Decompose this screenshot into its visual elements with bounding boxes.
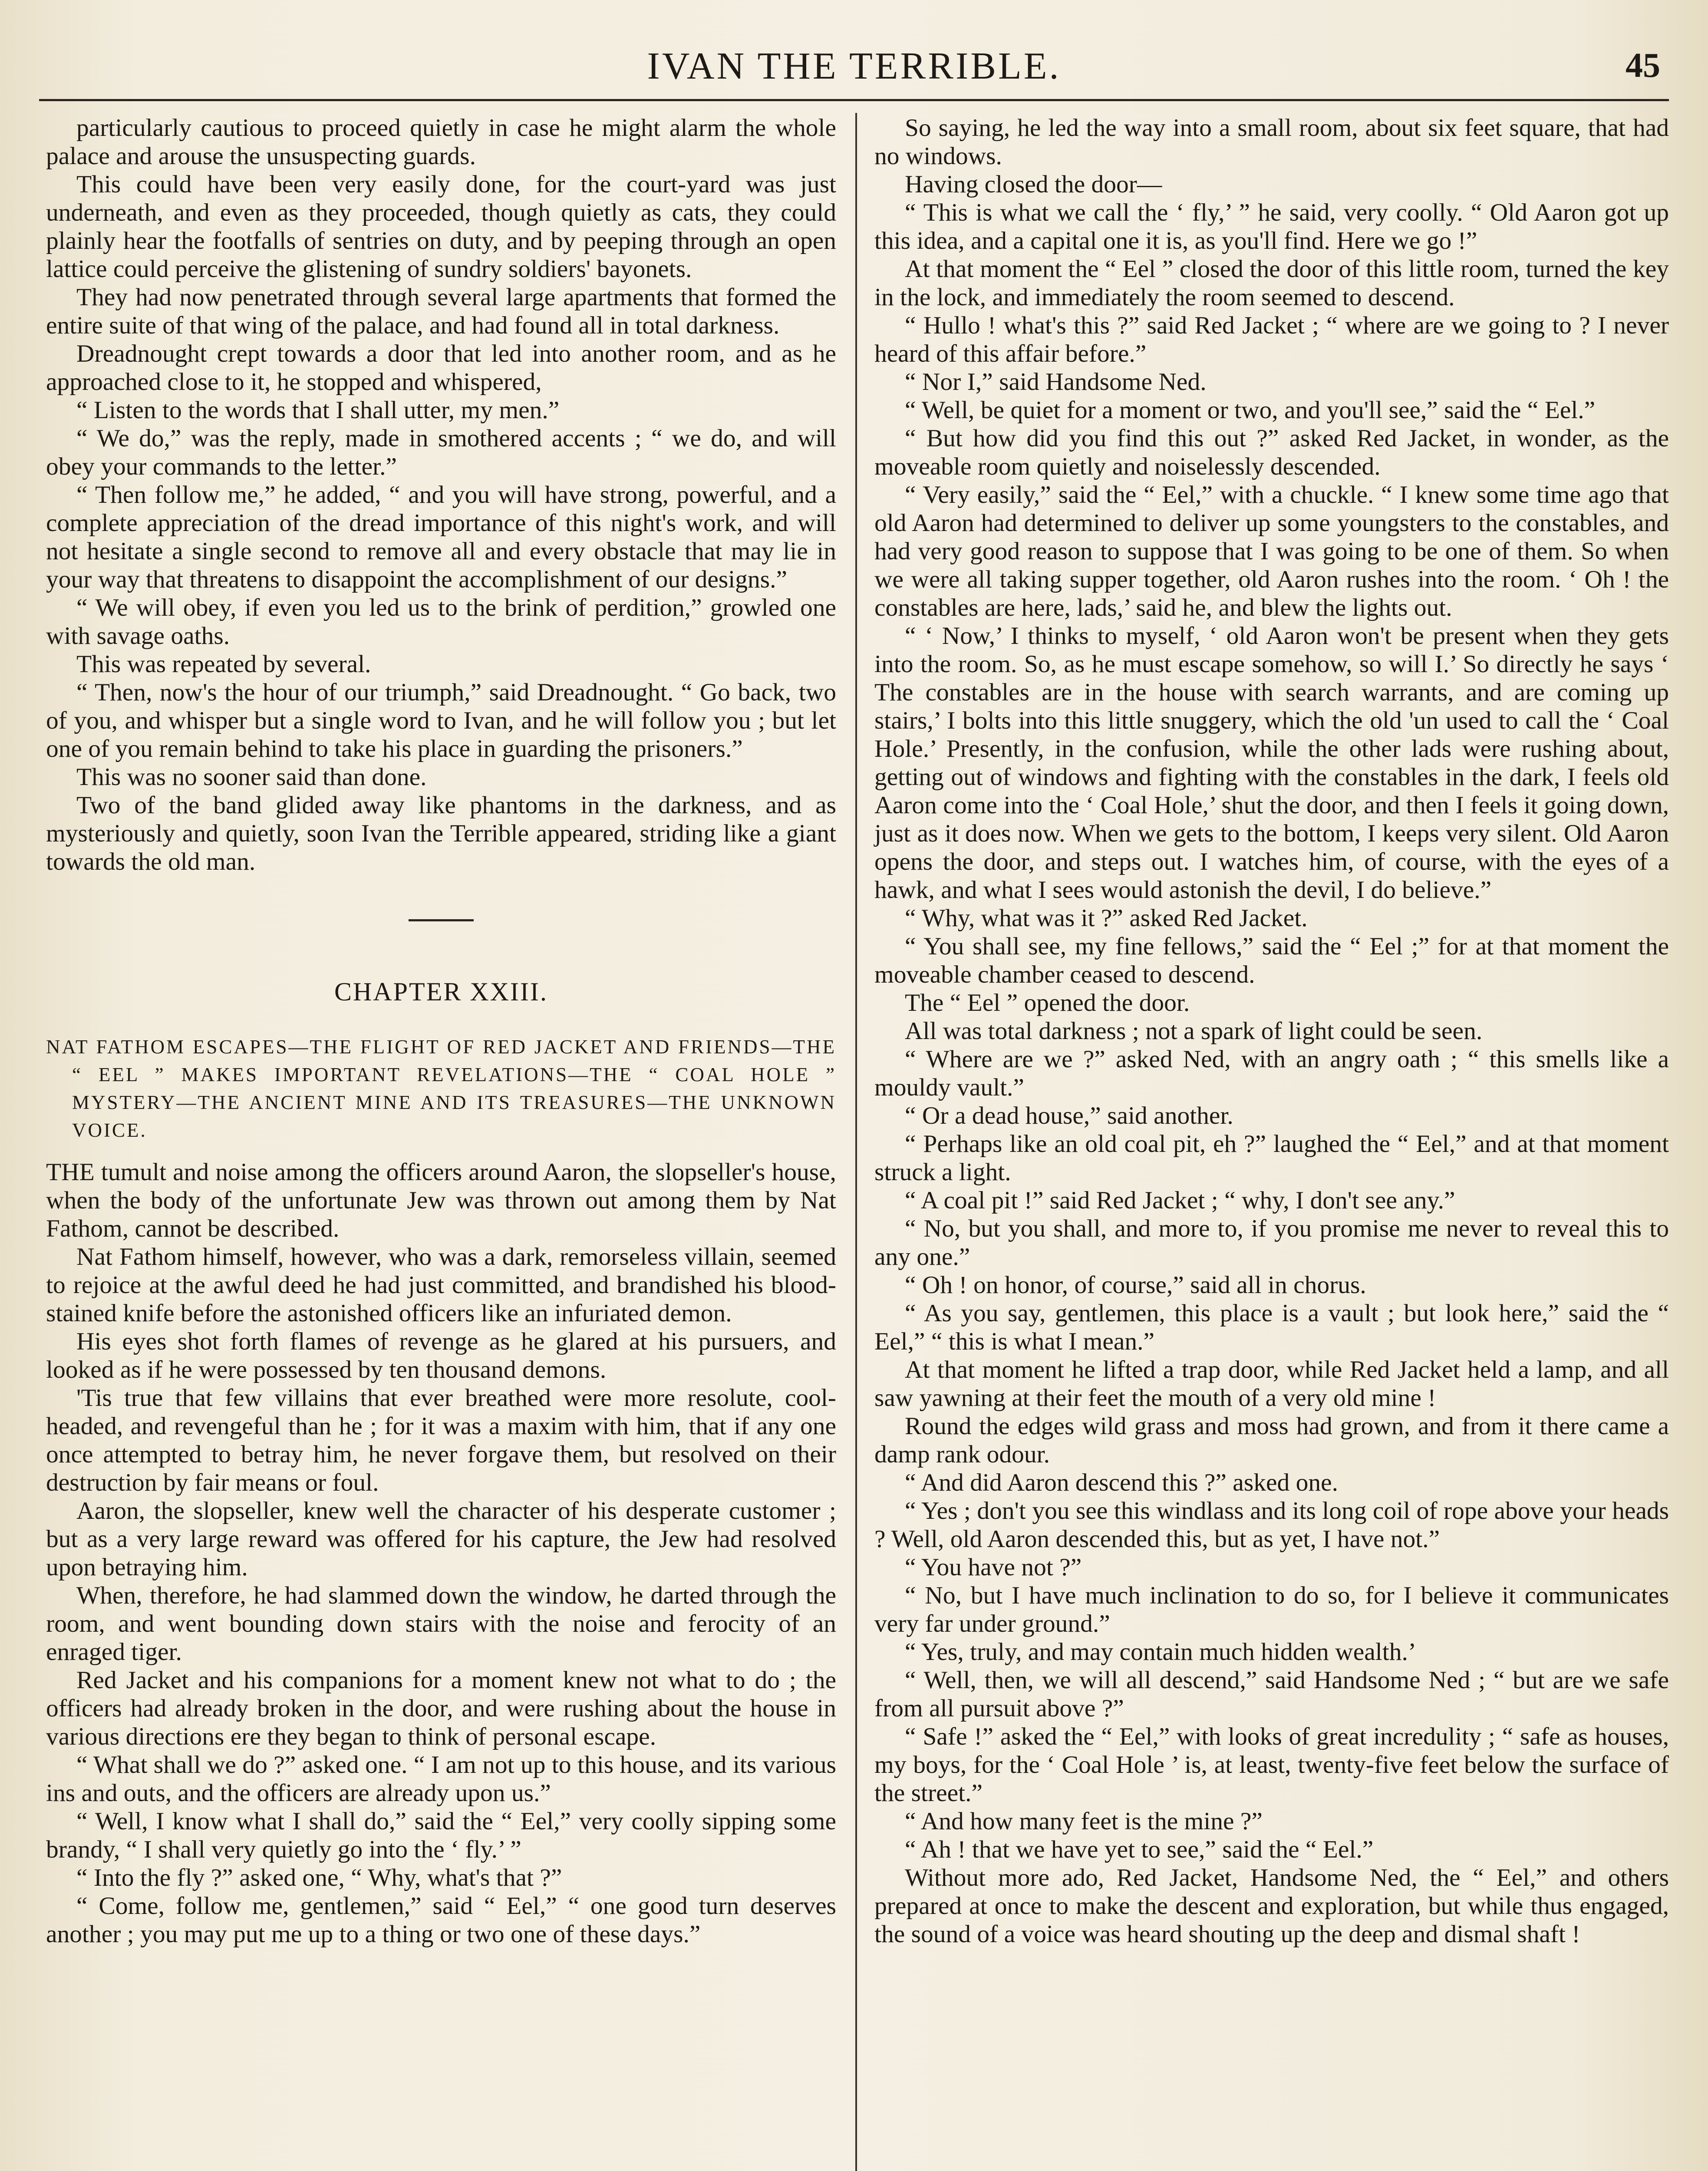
body-paragraph: “ A coal pit !” said Red Jacket ; “ why, I don't see any.” [905,1187,1455,1214]
chapter-first-paragraph: THE tumult and noise among the officers around Aaron, the slopseller's house, when the body of the unfortunate Jew was thrown out among them by Nat Fathom, cannot be described. [46,1158,836,1242]
body-paragraph: This was repeated by several. [76,650,371,678]
body-paragraph: “ Well, I know what I shall do,” said the “ Eel,” very coolly sipping some brandy, “ I shall very quietly go into the ‘ fly.’ ” [46,1808,836,1863]
body-paragraph: 'Tis true that few villains that ever breathed were more resolute, cool-headed, and revengeful than he ; for it was a maxim with him, that if any one once attempted to betray him, he never forgave them, but resolved on their destruction by fair means or foul. [46,1384,836,1496]
section-divider-rule [409,919,474,921]
right-column [874,114,1669,2171]
body-paragraph: Two of the band glided away like phantoms in the darkness, and as mysteriously and quietly, soon Ivan the Terrible appeared, striding like a giant towards the old man. [46,792,836,875]
running-title: IVAN THE TERRIBLE. [647,45,1061,87]
body-paragraph: “ No, but I have much inclination to do so, for I believe it communicates very far under ground.” [874,1582,1669,1637]
chapter-title: CHAPTER XXIII. [334,977,548,1006]
body-paragraph: “ We will obey, if even you led us to the brink of perdition,” growled one with savage oaths. [46,594,836,650]
right-column-text [874,114,1669,1948]
body-paragraph: “ What shall we do ?” asked one. “ I am not up to this house, and its various ins and outs, and the officers are already upon us.” [46,1751,836,1807]
body-paragraph: “ Or a dead house,” said another. [905,1102,1233,1129]
body-paragraph: “ Well, be quiet for a moment or two, and you'll see,” said the “ Eel.” [905,396,1596,424]
body-paragraph: At that moment the “ Eel ” closed the door of this little room, turned the key in the lock, and immediately the room seemed to descend. [874,255,1669,311]
body-paragraph: “ And how many feet is the mine ?” [905,1808,1263,1835]
body-paragraph: “ Come, follow me, gentlemen,” said “ Eel,” “ one good turn deserves another ; you may put me up to a thing or two one of these days.” [46,1892,836,1948]
body-paragraph: This could have been very easily done, for the court-yard was just underneath, and even as they proceeded, though quietly as cats, they could plainly hear the footfalls of sentries on duty, and by peeping through an open lattice could perceive the glistening of sundry soldiers' bayonets. [46,171,836,283]
body-paragraph: Nat Fathom himself, however, who was a dark, remorseless villain, seemed to rejoice at the awful deed he had just committed, and brandished his blood-stained knife before the astonished officers like an infuriated demon. [46,1243,836,1327]
body-paragraph: “ Yes ; don't you see this windlass and its long coil of rope above your heads ? Well, old Aaron descended this, but as yet, I have not.” [874,1497,1669,1553]
body-paragraph: “ And did Aaron descend this ?” asked one. [905,1469,1338,1496]
body-paragraph: Dreadnought crept towards a door that led into another room, and as he approached close to it, he stopped and whispered, [46,340,836,396]
body-paragraph: “ No, but you shall, and more to, if you promise me never to reveal this to any one.” [874,1215,1669,1270]
left-column-chapter-text [46,1243,836,1948]
body-paragraph: The “ Eel ” opened the door. [905,989,1190,1016]
body-paragraph: “ Where are we ?” asked Ned, with an angry oath ; “ this smells like a mouldy vault.” [874,1046,1669,1101]
body-paragraph: This was no sooner said than done. [76,763,427,791]
body-paragraph: “ This is what we call the ‘ fly,’ ” he said, very coolly. “ Old Aaron got up this idea, and a capital one it is, as you'll find. Here we go !” [874,199,1669,254]
body-paragraph: “ Yes, truly, and may contain much hidden wealth.’ [905,1638,1416,1666]
body-paragraph: “ You have not ?” [905,1554,1082,1581]
page-number: 45 [1626,46,1660,85]
body-paragraph: They had now penetrated through several large apartments that formed the entire suite of that wing of the palace, and had found all in total darkness. [46,284,836,339]
body-paragraph: “ But how did you find this out ?” asked Red Jacket, in wonder, as the moveable room quietly and noiselessly descended. [874,425,1669,480]
left-column [46,114,836,2171]
left-column-text [46,114,836,876]
body-paragraph: At that moment he lifted a trap door, while Red Jacket held a lamp, and all saw yawning at their feet the mouth of a very old mine ! [874,1356,1669,1412]
body-paragraph: All was total darkness ; not a spark of light could be seen. [905,1017,1483,1045]
running-header [39,35,1669,100]
body-paragraph: His eyes shot forth flames of revenge as he glared at his pursuers, and looked as if he were possessed by ten thousand demons. [46,1328,836,1383]
body-paragraph: “ Very easily,” said the “ Eel,” with a chuckle. “ I knew some time ago that old Aaron had determined to deliver up some youngsters to the constables, and had very good reason to suppose that I was going to be one of them. So when we were all taking supper together, old Aaron rushes into the room. ‘ Oh ! the constables are here, lads,’ said he, and blew the lights out. [874,481,1669,621]
chapter-synopsis [46,1033,836,1144]
chapter-synopsis-text: NAT FATHOM ESCAPES—THE FLIGHT OF RED JACKET AND FRIENDS—THE “ EEL ” MAKES IMPORTANT REVELATIONS—THE “ COAL HOLE ” MYSTERY—THE ANCIENT MINE AND ITS TREASURES—THE UNKNOWN VOICE. [46,1036,836,1141]
body-paragraph: So saying, he led the way into a small room, about six feet square, that had no windows. [874,114,1669,170]
body-paragraph: Having closed the door— [905,171,1162,198]
body-paragraph: “ Then, now's the hour of our triumph,” said Dreadnought. “ Go back, two of you, and whisper but a single word to Ivan, and he will follow you ; but let one of you remain behind to take his place in guarding the prisoners.” [46,679,836,762]
body-paragraph: “ Why, what was it ?” asked Red Jacket. [905,904,1308,932]
body-paragraph: “ Nor I,” said Handsome Ned. [905,368,1207,396]
body-paragraph: “ Then follow me,” he added, “ and you will have strong, powerful, and a complete appreciation of the dread importance of this night's work, and will not hesitate a single second to remove all and every obstacle that may lie in your way that threatens to disappoint the accomplishment of our designs.” [46,481,836,593]
body-paragraph: “ We do,” was the reply, made in smothered accents ; “ we do, and will obey your commands to the letter.” [46,425,836,480]
body-paragraph: When, therefore, he had slammed down the window, he darted through the room, and went bounding down stairs with the noise and ferocity of an enraged tiger. [46,1582,836,1666]
column-divider [855,113,857,2171]
body-paragraph: “ Hullo ! what's this ?” said Red Jacket ; “ where are we going to ? I never heard of this affair before.” [874,312,1669,367]
body-paragraph: “ Oh ! on honor, of course,” said all in chorus. [905,1271,1366,1299]
body-paragraph: “ You shall see, my fine fellows,” said the “ Eel ;” for at that moment the moveable chamber ceased to descend. [874,933,1669,988]
body-paragraph: Aaron, the slopseller, knew well the character of his desperate customer ; but as a very large reward was offered for his capture, the Jew had resolved upon betraying him. [46,1497,836,1581]
body-paragraph: Red Jacket and his companions for a moment knew not what to do ; the officers had already broken in the door, and were rushing about the house in various directions ere they began to think of personal escape. [46,1666,836,1750]
header-rule [39,99,1669,101]
body-paragraph: “ Safe !” asked the “ Eel,” with looks of great incredulity ; “ safe as houses, my boys, for the ‘ Coal Hole ’ is, at least, twenty-five feet below the surface of the street.” [874,1723,1669,1807]
body-paragraph: Without more ado, Red Jacket, Handsome Ned, the “ Eel,” and others prepared at once to make the descent and exploration, but while thus engaged, the sound of a voice was heard shouting up the deep and dismal shaft ! [874,1864,1669,1948]
body-paragraph: “ ‘ Now,’ I thinks to myself, ‘ old Aaron won't be present when they gets into the room. So, as he must escape somehow, so will I.’ So directly he says ‘ The constables are in the house with search warrants, and are coming up stairs,’ I bolts into this little snuggery, which the old 'un used to call the ‘ Coal Hole.’ Presently, in the confusion, while the other lads were rushing about, getting out of windows and fighting with the constables in the dark, I feels old Aaron come into the ‘ Coal Hole,’ shut the door, and then I feels it going down, just as it does now. When we gets to the bottom, I keeps very silent. Old Aaron opens the door, and steps out. I watches him, of course, with the eyes of a hawk, and what I sees would astonish the devil, I do believe.” [874,622,1669,904]
body-paragraph: “ Ah ! that we have yet to see,” said the “ Eel.” [905,1836,1374,1863]
body-paragraph: “ Perhaps like an old coal pit, eh ?” laughed the “ Eel,” and at that moment struck a light. [874,1130,1669,1186]
body-paragraph: “ Well, then, we will all descend,” said Handsome Ned ; “ but are we safe from all pursuit above ?” [874,1666,1669,1722]
body-paragraph: “ As you say, gentlemen, this place is a vault ; but look here,” said the “ Eel,” “ this is what I mean.” [874,1300,1669,1355]
body-paragraph: Round the edges wild grass and moss had grown, and from it there came a damp rank odour. [874,1412,1669,1468]
body-paragraph: “ Listen to the words that I shall utter, my men.” [76,396,560,424]
body-paragraph: “ Into the fly ?” asked one, “ Why, what's that ?” [76,1864,562,1891]
body-paragraph: particularly cautious to proceed quietly in case he might alarm the whole palace and arouse the unsuspecting guards. [46,114,836,170]
